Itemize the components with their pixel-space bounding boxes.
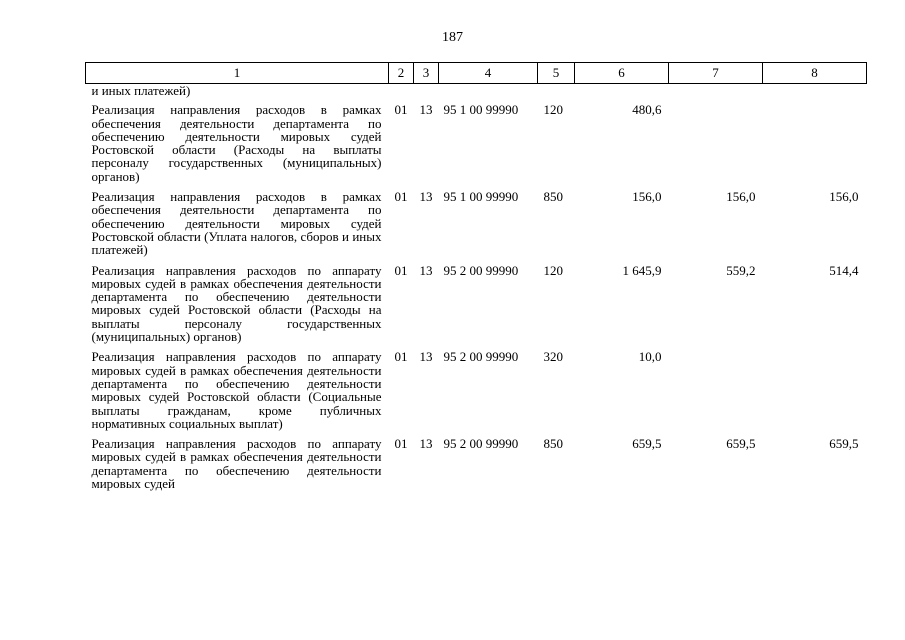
- header-col-6: 6: [575, 63, 669, 84]
- header-col-8: 8: [763, 63, 867, 84]
- budget-table: [85, 62, 867, 495]
- table-row: [86, 262, 867, 349]
- subsection-code: 13: [419, 262, 433, 278]
- continuation-row: [86, 84, 867, 102]
- section-code: 01: [394, 102, 408, 118]
- subsection-code: 13: [419, 189, 433, 205]
- header-col-5: 5: [538, 63, 575, 84]
- amount-col-8: 156,0: [829, 189, 859, 205]
- amount-col-6: 659,5: [632, 436, 662, 452]
- header-col-3: 3: [414, 63, 439, 84]
- subsection-code: 13: [419, 349, 433, 365]
- subsection-code: 13: [419, 102, 433, 118]
- amount-col-6: 156,0: [632, 189, 662, 205]
- continuation-text: и иных платежей): [91, 83, 191, 98]
- amount-col-8: 514,4: [829, 262, 859, 278]
- expense-name: Реализация направления расходов по аппарату мировых судей в рамках обеспечения деятельности департамента по обеспечению деятельности мировых судей Ростовской области (Расходы на выплаты персоналу государственных (муниципальных) органов): [91, 262, 382, 345]
- expense-name: Реализация направления расходов в рамках обеспечения деятельности департамента по обеспечению деятельности мировых судей Ростовской области (Расходы на выплаты персоналу государственных (муниципальных) органов): [91, 102, 382, 184]
- amount-col-7: 156,0: [726, 189, 756, 205]
- expense-type-code: 850: [543, 189, 563, 205]
- table-row: [86, 188, 867, 261]
- section-code: 01: [394, 189, 408, 205]
- target-article-code: 95 1 00 99990: [443, 102, 519, 118]
- amount-col-8: [763, 348, 867, 435]
- amount-col-7: [669, 101, 763, 188]
- amount-col-7: 559,2: [726, 262, 756, 278]
- expense-type-code: 850: [543, 436, 563, 452]
- section-code: 01: [394, 349, 408, 365]
- amount-col-6: 10,0: [638, 349, 662, 365]
- amount-col-7: 659,5: [726, 436, 756, 452]
- table-header: [86, 63, 867, 84]
- expense-name: Реализация направления расходов по аппарату мировых судей в рамках обеспечения деятельности департамента по обеспечению деятельности мировых судей: [91, 436, 382, 492]
- header-row: [86, 63, 867, 84]
- page-number: 187: [442, 30, 463, 45]
- section-code: 01: [394, 436, 408, 452]
- amount-col-6: 1 645,9: [622, 262, 662, 278]
- header-col-1: 1: [86, 63, 389, 84]
- amount-col-8: [763, 101, 867, 188]
- expense-type-code: 320: [543, 349, 563, 365]
- expense-type-code: 120: [543, 102, 563, 118]
- amount-col-6: 480,6: [632, 102, 662, 118]
- table-row: [86, 101, 867, 188]
- expense-name: Реализация направления расходов в рамках обеспечения деятельности департамента по обеспечению деятельности мировых судей Ростовской области (Уплата налогов, сборов и иных платежей): [91, 189, 382, 258]
- table-row: [86, 348, 867, 435]
- subsection-code: 13: [419, 436, 433, 452]
- header-col-4: 4: [439, 63, 538, 84]
- target-article-code: 95 1 00 99990: [443, 189, 519, 205]
- amount-col-8: 659,5: [829, 436, 859, 452]
- section-code: 01: [394, 262, 408, 278]
- header-col-2: 2: [389, 63, 414, 84]
- target-article-code: 95 2 00 99990: [443, 262, 519, 278]
- header-col-7: 7: [669, 63, 763, 84]
- target-article-code: 95 2 00 99990: [443, 349, 519, 365]
- amount-col-7: [669, 348, 763, 435]
- target-article-code: 95 2 00 99990: [443, 436, 519, 452]
- table-body: [86, 84, 867, 496]
- expense-type-code: 120: [543, 262, 563, 278]
- table-row: [86, 435, 867, 495]
- expense-name: Реализация направления расходов по аппарату мировых судей в рамках обеспечения деятельности департамента по обеспечению деятельности мировых судей Ростовской области (Социальные выплаты гражданам, кроме публичных нормативных социальных выплат): [91, 349, 382, 431]
